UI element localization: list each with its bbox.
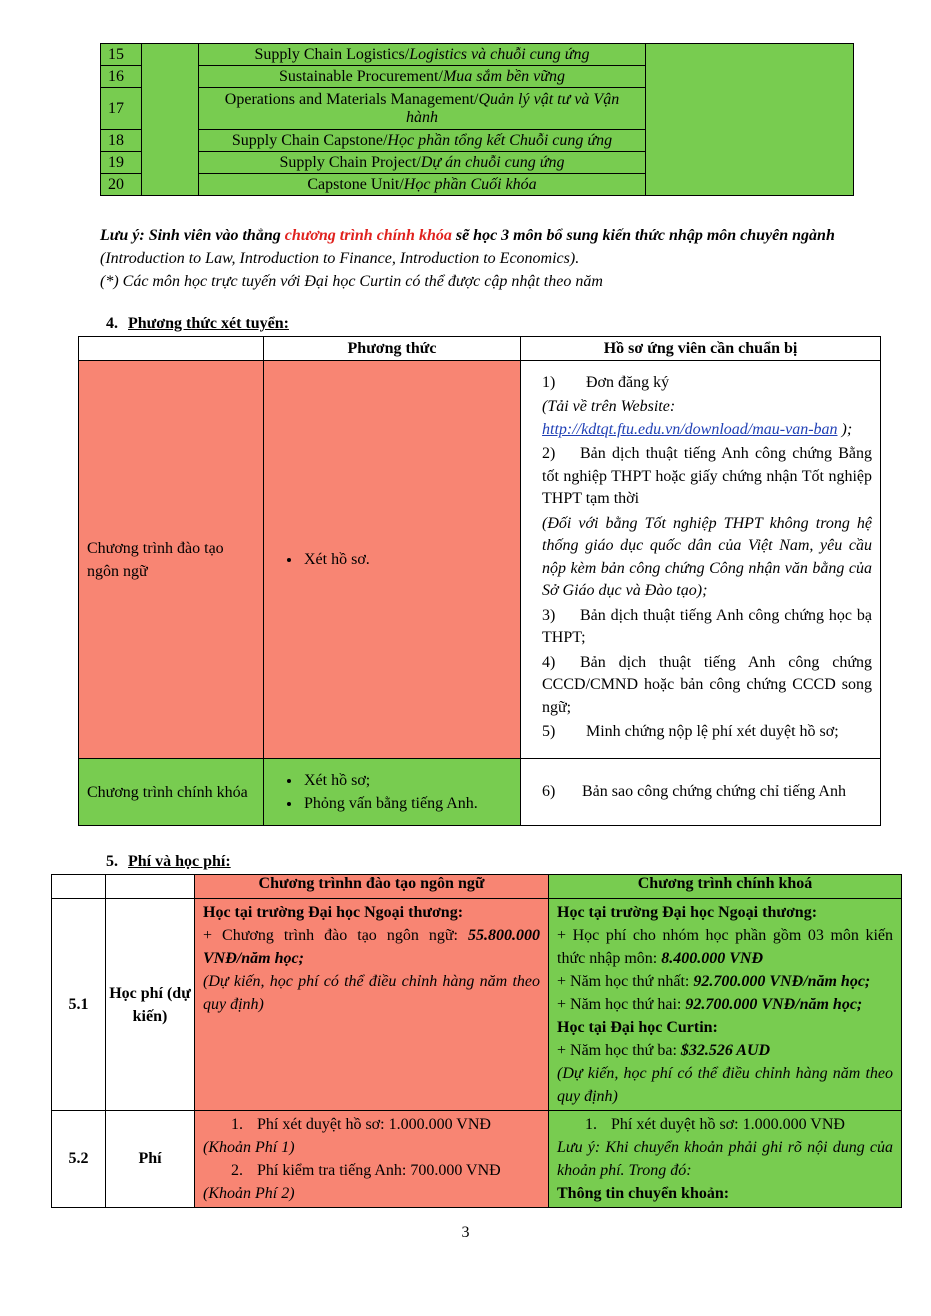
table-row bbox=[79, 337, 881, 361]
empty-header bbox=[106, 875, 195, 899]
row-label: Phí bbox=[106, 1111, 195, 1208]
course-number: 20 bbox=[101, 174, 142, 196]
table-row bbox=[79, 361, 881, 759]
table-row bbox=[52, 899, 902, 1111]
footnote: (*) Các môn học trực tuyến với Đại học Curtin có thể được cập nhật theo năm bbox=[100, 273, 603, 290]
table-row bbox=[52, 1111, 902, 1208]
tuition-main: Học tại trường Đại học Ngoại thương: + Học phí cho nhóm học phần gồm 03 môn kiến thức nhập môn: 8.400.000 VNĐ + Năm học thứ nhất: 92.700.000 VNĐ/năm học; + Năm học thứ hai: 92.700.000 VNĐ/năm học; Học tại Đại học Curtin: + Năm học thứ ba: $32.526 AUD (Dự kiến, học phí có thể điều chỉnh hàng năm theo quy định) bbox=[549, 899, 902, 1111]
method-item: • Phỏng vấn bằng tiếng Anh. bbox=[302, 792, 520, 815]
method-cell bbox=[264, 759, 521, 826]
empty-header bbox=[79, 337, 264, 361]
course-number: 18 bbox=[101, 130, 142, 152]
doc-item-6: Bản sao công chứng chứng chỉ tiếng Anh bbox=[582, 783, 846, 800]
empty-cell bbox=[646, 44, 854, 196]
doc-item-3: 3) Bản dịch thuật tiếng Anh công chứng học bạ THPT; bbox=[542, 606, 872, 646]
method-item: • Xét hồ sơ. bbox=[302, 548, 520, 571]
program-language: Chương trình đào tạo ngôn ngữ bbox=[79, 361, 264, 759]
course-name: Supply Chain Project/Dự án chuỗi cung ứng bbox=[199, 152, 646, 174]
course-name: Sustainable Procurement/Mua sắm bền vững bbox=[199, 66, 646, 88]
course-number: 15 bbox=[101, 44, 142, 66]
course-name: Operations and Materials Management/Quản lý vật tư và Vận hành bbox=[199, 88, 646, 130]
empty-cell bbox=[142, 44, 199, 196]
col-main-header: Chương trình chính khoá bbox=[549, 875, 902, 899]
docs-header: Hồ sơ ứng viên cần chuẩn bị bbox=[521, 337, 881, 361]
course-table bbox=[100, 43, 854, 196]
docs-cell bbox=[521, 361, 881, 759]
section-5-heading: 5. Phí và học phí: bbox=[106, 853, 231, 870]
course-number: 19 bbox=[101, 152, 142, 174]
download-link[interactable]: http://kdtqt.ftu.edu.vn/download/mau-van-ban bbox=[542, 420, 838, 438]
table-row bbox=[101, 44, 854, 66]
note-text: Lưu ý: Sinh viên vào thẳng chương trình chính khóa sẽ học 3 môn bổ sung kiến thức nhập môn chuyên ngành (Introduction to Law, Introduction to Finance, Introduction to Economics). bbox=[100, 227, 835, 267]
admission-table bbox=[78, 336, 881, 826]
section-4-heading: 4. Phương thức xét tuyển: bbox=[106, 315, 289, 332]
course-name: Capstone Unit/Học phần Cuối khóa bbox=[199, 174, 646, 196]
course-name: Supply Chain Capstone/Học phần tổng kết Chuỗi cung ứng bbox=[199, 130, 646, 152]
tuition-language: Học tại trường Đại học Ngoại thương: + Chương trình đào tạo ngôn ngữ: 55.800.000 VNĐ/năm học; (Dự kiến, học phí có thể điều chỉnh hàng năm theo quy định) bbox=[195, 899, 549, 1111]
note-paragraph bbox=[100, 224, 860, 293]
table-row bbox=[52, 875, 902, 899]
method-header: Phương thức bbox=[264, 337, 521, 361]
doc-item-2: 2) Bản dịch thuật tiếng Anh công chứng Bằng tốt nghiệp THPT hoặc giấy chứng nhận Tốt nghiệp THPT tạm thời bbox=[542, 445, 872, 507]
col-language-header: Chương trìnhn đào tạo ngôn ngữ bbox=[195, 875, 549, 899]
method-item: • Xét hồ sơ; bbox=[302, 769, 520, 792]
method-cell bbox=[264, 361, 521, 759]
course-number: 17 bbox=[101, 88, 142, 130]
doc-item-1-note: (Tải về trên Website: http://kdtqt.ftu.edu.vn/download/mau-van-ban ); bbox=[542, 398, 853, 438]
fees-table bbox=[51, 874, 902, 1208]
empty-header bbox=[52, 875, 106, 899]
doc-item-2-note: (Đối với bằng Tốt nghiệp THPT không trong hệ thống giáo dục quốc dân của Việt Nam, yêu cầu nộp kèm bản công chứng Công nhận văn bằng của Sở Giáo dục và Đào tạo); bbox=[542, 514, 872, 599]
doc-item-5: 5) Minh chứng nộp lệ phí xét duyệt hồ sơ; bbox=[542, 723, 839, 740]
doc-item-1: 1) Đơn đăng ký bbox=[542, 373, 670, 391]
course-number: 16 bbox=[101, 66, 142, 88]
row-id: 5.1 bbox=[52, 899, 106, 1111]
course-name: Supply Chain Logistics/Logistics và chuỗi cung ứng bbox=[199, 44, 646, 66]
program-main: Chương trình chính khóa bbox=[79, 759, 264, 826]
row-label: Học phí (dự kiến) bbox=[106, 899, 195, 1111]
fees-main: 1. Phí xét duyệt hồ sơ: 1.000.000 VNĐ Lưu ý: Khi chuyển khoản phải ghi rõ nội dung của khoản phí. Trong đó: Thông tin chuyển khoản: bbox=[549, 1111, 902, 1208]
table-row bbox=[79, 759, 881, 826]
row-id: 5.2 bbox=[52, 1111, 106, 1208]
docs-cell: 6) Bản sao công chứng chứng chỉ tiếng Anh bbox=[521, 759, 881, 826]
page-number: 3 bbox=[461, 1224, 470, 1241]
fees-language: 1. Phí xét duyệt hồ sơ: 1.000.000 VNĐ (Khoản Phí 1) 2. Phí kiểm tra tiếng Anh: 700.000 VNĐ (Khoản Phí 2) bbox=[195, 1111, 549, 1208]
doc-item-4: 4) Bản dịch thuật tiếng Anh công chứng CCCD/CMND hoặc bản công chứng CCCD song ngữ; bbox=[542, 653, 872, 716]
